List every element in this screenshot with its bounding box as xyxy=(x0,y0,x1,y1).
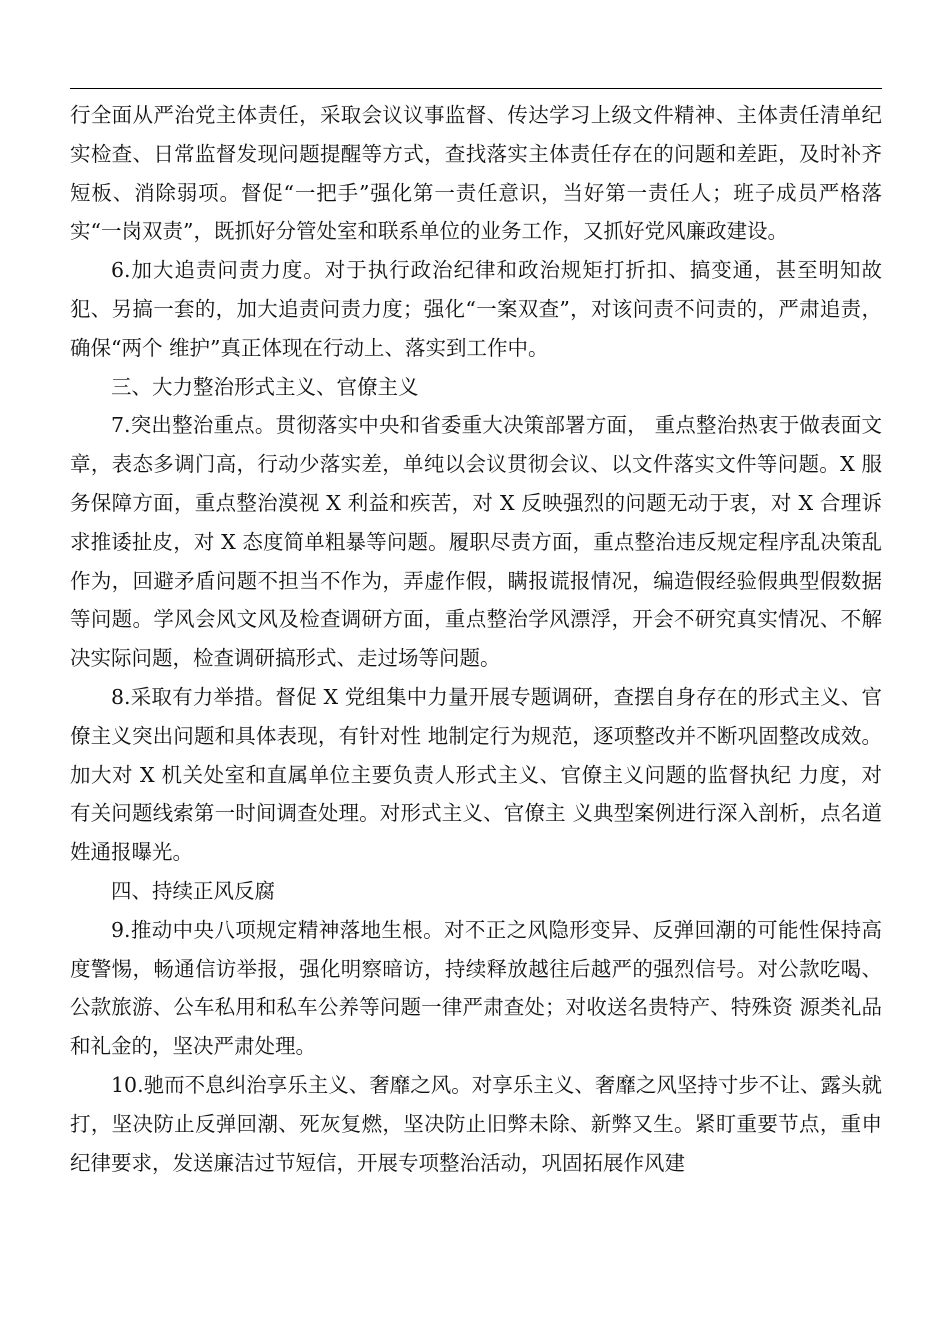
paragraph-item-10: 10.驰而不息纠治享乐主义、奢靡之风。对享乐主义、奢靡之风坚持寸步不让、露头就打，坚决防止反弹回潮、死灰复燃，坚决防止旧弊未除、新弊又生。紧盯重要节点，重申纪律要求，发送廉洁过节短信，开展专项整治活动，巩固拓展作风建 xyxy=(70,1072,882,1175)
section-heading-4: 四、持续正风反腐 xyxy=(111,878,275,903)
paragraph-item-7: 7.突出整治重点。贯彻落实中央和省委重大决策部署方面， 重点整治热衷于做表面文章，表态多调门高，行动少落实差，单纯以会议贯彻会议、以文件落实文件等问题。X 服务保障方面，重点整治漠视 X 利益和疾苦，对 X 反映强烈的问题无动于衷，对 X 合理诉求推诿扯皮，对 X 态度简单粗暴等问题。履职尽责方面，重点整治违反规定程序乱决策乱作为，回避矛盾问题不担当不作为，弄虚作假，瞒报谎报情况，编造假经验假典型假数据等问题。学风会风文风及检查调研方面，重点整治学风漂浮，开会不研究真实情况、不解决实际问题，检查调研搞形式、走过场等问题。 xyxy=(70,413,882,671)
paragraph-item-9: 9.推动中央八项规定精神落地生根。对不正之风隐形变异、反弹回潮的可能性保持高度警惕，畅通信访举报，强化明察暗访，持续释放越往后越严的强烈信号。对公款吃喝、公款旅游、公车私用和私车公养等问题一律严肃查处；对收送名贵特产、特殊资 源类礼品和礼金的，坚决严肃处理。 xyxy=(70,917,882,1059)
section-heading-3: 三、大力整治形式主义、官僚主义 xyxy=(111,374,419,399)
header-rule xyxy=(70,88,882,89)
document-body xyxy=(70,96,882,1182)
paragraph-item-8: 8.采取有力举措。督促 X 党组集中力量开展专题调研，查摆自身存在的形式主义、官僚主义突出问题和具体表现，有针对性 地制定行为规范，逐项整改并不断巩固整改成效。加大对 X 机关处室和直属单位主要负责人形式主义、官僚主义问题的监督执纪 力度，对有关问题线索第一时间调查处理。对形式主义、官僚主 义典型案例进行深入剖析，点名道姓通报曝光。 xyxy=(70,684,882,865)
paragraph-continuation: 行全面从严治党主体责任，采取会议议事监督、传达学习上级文件精神、主体责任清单纪实检查、日常监督发现问题提醒等方式，查找落实主体责任存在的问题和差距，及时补齐短板、消除弱项。督促“一把手”强化第一责任意识，当好第一责任人；班子成员严格落实“一岗双责”，既抓好分管处室和联系单位的业务工作，又抓好党风廉政建设。 xyxy=(70,103,882,244)
paragraph-item-6: 6.加大追责问责力度。对于执行政治纪律和政治规矩打折扣、搞变通，甚至明知故犯、另搞一套的，加大追责问责力度；强化“一案双查”，对该问责不问责的，严肃追责，确保“两个 维护”真正体现在行动上、落实到工作中。 xyxy=(70,258,882,360)
